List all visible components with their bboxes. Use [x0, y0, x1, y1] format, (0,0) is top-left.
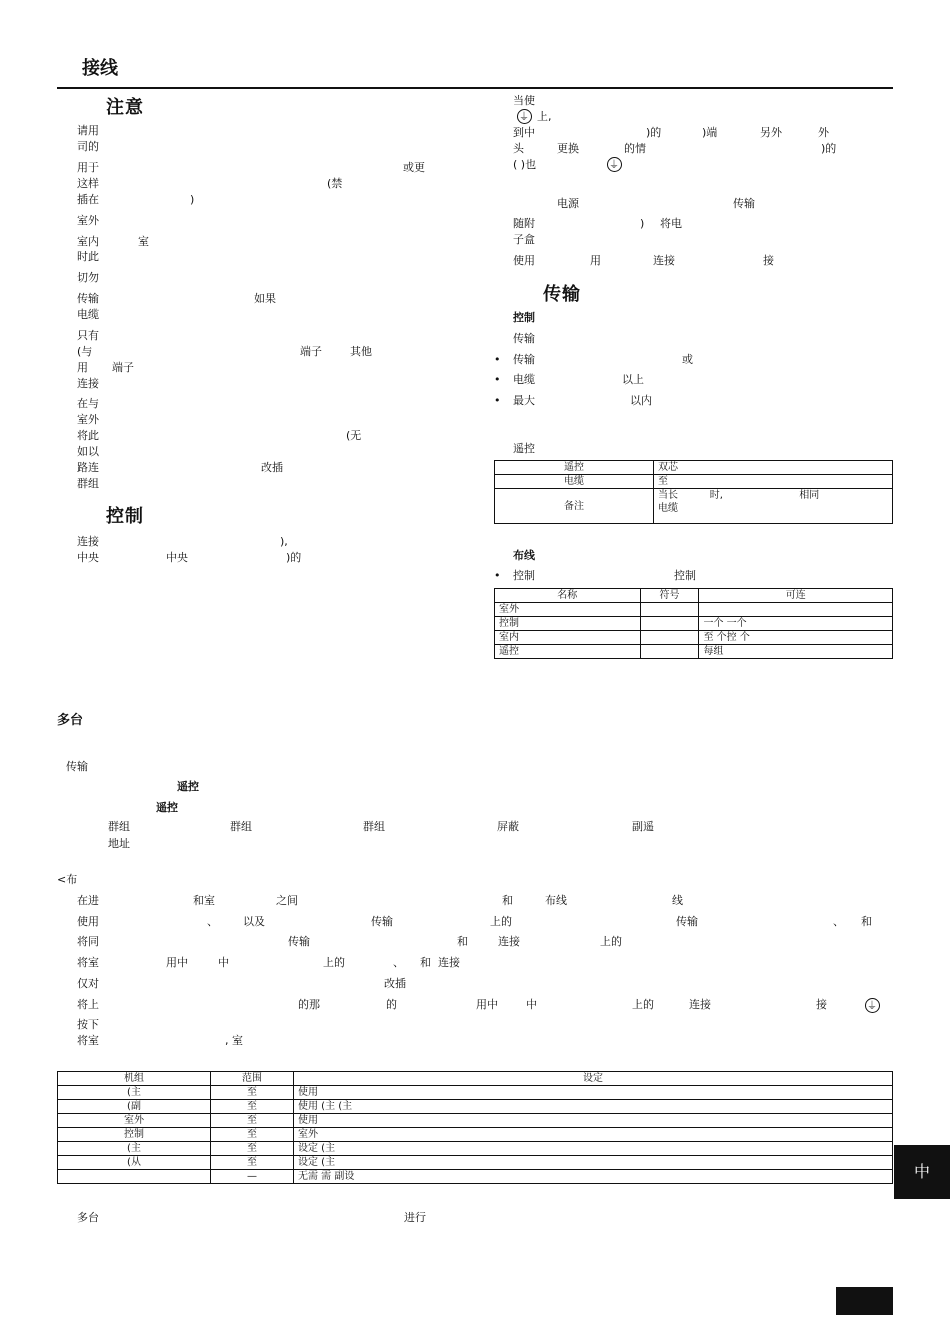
control-text: ),: [280, 535, 288, 548]
notice-heading: 注意: [106, 97, 144, 118]
table-cell: 室内: [495, 631, 641, 645]
table-header-row: [58, 1072, 893, 1086]
multi-text: 中: [526, 998, 537, 1011]
notice-text: 其他: [350, 345, 372, 358]
multi-text: 和: [861, 915, 872, 928]
control-text: 中央: [166, 551, 188, 564]
table-cell: 至: [654, 475, 893, 489]
table-row: [495, 645, 893, 659]
wiring-text: 控制: [674, 569, 696, 582]
table-cell: 无需 需 副设: [294, 1170, 893, 1184]
notice-text: 时此: [77, 250, 99, 263]
multi-text: 连接: [689, 998, 711, 1011]
notice-text: 室内: [77, 235, 99, 248]
wiring-table: [494, 588, 893, 659]
right-text: 的情: [624, 142, 646, 155]
right-text: 头: [513, 142, 524, 155]
multi-text: 的那: [298, 998, 320, 1011]
multi-text: 和: [502, 894, 513, 907]
multi-text: 用中: [166, 956, 188, 969]
table-cell: 至: [211, 1114, 294, 1128]
right-text: 更换: [557, 142, 579, 155]
multi-text: 以及: [243, 915, 265, 928]
multi-text: 布线: [545, 894, 567, 907]
multi-text: 遥控: [156, 801, 178, 814]
table-cell: 控制: [58, 1128, 211, 1142]
table-row: [495, 603, 893, 617]
table-cell: 至: [211, 1142, 294, 1156]
notice-text: ): [190, 193, 195, 206]
wiring-label: 布线: [513, 549, 535, 562]
table-cell: [699, 603, 893, 617]
table-cell: 使用: [294, 1114, 893, 1128]
address-table: [57, 1071, 893, 1184]
notice-text: 如以: [77, 445, 99, 458]
notice-text: 插在: [77, 193, 99, 206]
notice-text: 路连: [77, 461, 99, 474]
table-row: [58, 1170, 893, 1184]
table-cell: 至 个控 个: [699, 631, 893, 645]
right-text: 将电: [660, 217, 682, 230]
right-text: 电源: [557, 197, 579, 210]
multi-text: 连接: [438, 956, 460, 969]
table-cell: (主: [58, 1142, 211, 1156]
multi-text: 连接: [498, 935, 520, 948]
ground-symbol-icon: [517, 109, 532, 124]
multi-text: 改插: [384, 977, 406, 990]
table-cell: —: [211, 1170, 294, 1184]
multi-text: 上的: [632, 998, 654, 1011]
notice-text: (与: [77, 345, 93, 358]
right-text: 子盒: [513, 233, 535, 246]
transmission-text: 控制: [513, 311, 535, 324]
multi-text: 仅对: [77, 977, 99, 990]
title-rule: [57, 87, 893, 89]
multi-text: 副遥: [632, 820, 654, 833]
table-cell: 室外: [294, 1128, 893, 1142]
table-cell: 控制: [495, 617, 641, 631]
control-text: 连接: [77, 535, 99, 548]
language-tab: 中: [894, 1145, 950, 1199]
transmission-text: 以上: [622, 373, 644, 386]
multi-text: 之间: [276, 894, 298, 907]
ground-symbol-icon: [865, 998, 880, 1013]
multi-text: 传输: [288, 935, 310, 948]
table-cell: 一个 一个: [699, 617, 893, 631]
table-cell: 至: [211, 1086, 294, 1100]
transmission-text: 遥控: [513, 442, 535, 455]
multi-text: 在进: [77, 894, 99, 907]
table-cell: [640, 617, 699, 631]
notice-text: 用于: [77, 161, 99, 174]
multi-text: 中: [218, 956, 229, 969]
transmission-text: 或: [682, 353, 693, 366]
multi-text: 线: [672, 894, 683, 907]
table-cell: 设定: [294, 1072, 893, 1086]
table-cell: 遥控: [495, 461, 654, 475]
table-cell: 至: [211, 1128, 294, 1142]
table-cell: [58, 1170, 211, 1184]
page-title: 接线: [82, 58, 118, 79]
table-row: [495, 631, 893, 645]
multi-text: <布: [57, 873, 78, 886]
table-row: [495, 475, 893, 489]
notice-text: 改插: [261, 461, 283, 474]
table-cell: 使用: [294, 1086, 893, 1100]
right-text: 传输: [733, 197, 755, 210]
multi-text: 传输: [66, 760, 88, 773]
right-text: 上,: [537, 110, 552, 123]
table-cell: 遥控: [495, 645, 641, 659]
multi-text: 、: [207, 915, 218, 928]
table-cell: [640, 645, 699, 659]
multi-text: 上的: [490, 915, 512, 928]
right-text: 随附: [513, 217, 535, 230]
bullet-icon: •: [494, 569, 501, 582]
multi-text: 和: [457, 935, 468, 948]
bullet-icon: •: [494, 353, 501, 366]
multi-text: 将室: [77, 956, 99, 969]
table-row: [495, 461, 893, 475]
transmission-text: 电缆: [513, 373, 535, 386]
transmission-heading: 传输: [543, 284, 581, 305]
multi-text: 群组: [363, 820, 385, 833]
table-cell: 至: [211, 1156, 294, 1170]
page-number-box: [836, 1287, 893, 1315]
table-cell: 电缆: [495, 475, 654, 489]
notice-text: 端子: [112, 361, 134, 374]
multi-text: 的: [386, 998, 397, 1011]
footer-text: 进行: [404, 1211, 426, 1224]
right-text: 外: [818, 126, 829, 139]
bullet-icon: •: [494, 394, 501, 407]
right-text: )的: [821, 142, 837, 155]
right-text: )端: [702, 126, 718, 139]
multi-text: 、: [833, 915, 844, 928]
right-text: 接: [763, 254, 774, 267]
notice-text: 这样: [77, 177, 99, 190]
notice-text: 室: [138, 235, 149, 248]
multi-heading: 多台: [57, 713, 84, 728]
multi-text: 遥控: [177, 780, 199, 793]
notice-text: 如果: [254, 292, 276, 305]
right-text: 连接: [653, 254, 675, 267]
table-row: [58, 1142, 893, 1156]
table-cell: [640, 603, 699, 617]
table-cell: 至: [211, 1100, 294, 1114]
notice-text: 或更: [403, 161, 425, 174]
transmission-text: 以内: [630, 394, 652, 407]
multi-text: 将室: [77, 1034, 99, 1047]
multi-text: 屏蔽: [497, 820, 519, 833]
table-row: [495, 489, 893, 524]
table-cell: (从: [58, 1156, 211, 1170]
multi-text: 和室: [193, 894, 215, 907]
notice-text: (禁: [327, 177, 343, 190]
multi-text: 接: [816, 998, 827, 1011]
multi-text: 将上: [77, 998, 99, 1011]
notice-text: (无: [346, 429, 362, 442]
right-text: 另外: [760, 126, 782, 139]
wiring-text: 控制: [513, 569, 535, 582]
multi-text: , 室: [225, 1034, 243, 1047]
right-text: 到中: [513, 126, 535, 139]
table-row: [58, 1156, 893, 1170]
multi-text: 上的: [600, 935, 622, 948]
control-text: 中央: [77, 551, 99, 564]
table-cell: 双芯: [654, 461, 893, 475]
table-cell: 备注: [495, 489, 654, 524]
table-cell: 可连: [699, 589, 893, 603]
table-header-row: [495, 589, 893, 603]
notice-text: 电缆: [77, 308, 99, 321]
transmission-text: 最大: [513, 394, 535, 407]
right-text: ( )也: [513, 158, 537, 171]
table-cell: 机组: [58, 1072, 211, 1086]
notice-text: 只有: [77, 329, 99, 342]
right-text: 用: [590, 254, 601, 267]
multi-text: 上的: [323, 956, 345, 969]
footer-text: 多台: [77, 1211, 99, 1224]
control-heading: 控制: [106, 506, 144, 527]
table-cell: 设定 (主: [294, 1142, 893, 1156]
multi-text: 传输: [676, 915, 698, 928]
right-text: 使用: [513, 254, 535, 267]
notice-text: 室外: [77, 214, 99, 227]
table-cell: 使用 (主 (主: [294, 1100, 893, 1114]
remote-cable-table: [494, 460, 893, 524]
table-cell: 室外: [495, 603, 641, 617]
multi-text: 地址: [108, 837, 130, 850]
notice-text: 切勿: [77, 271, 99, 284]
transmission-text: 传输: [513, 332, 535, 345]
table-cell: 当长 时, 相同 电缆: [654, 489, 893, 524]
multi-text: 群组: [230, 820, 252, 833]
bullet-icon: •: [494, 373, 501, 386]
table-cell: 每组: [699, 645, 893, 659]
control-text: )的: [286, 551, 302, 564]
notice-text: 群组: [77, 477, 99, 490]
multi-text: 群组: [108, 820, 130, 833]
notice-text: 用: [77, 361, 88, 374]
notice-text: 在与: [77, 397, 99, 410]
table-cell: 名称: [495, 589, 641, 603]
notice-text: 端子: [300, 345, 322, 358]
transmission-text: 传输: [513, 353, 535, 366]
table-cell: 符号: [640, 589, 699, 603]
table-row: [495, 617, 893, 631]
multi-text: 用中: [476, 998, 498, 1011]
table-row: [58, 1114, 893, 1128]
multi-text: 、: [393, 956, 404, 969]
notice-text: 连接: [77, 377, 99, 390]
notice-text: 将此: [77, 429, 99, 442]
multi-text: 按下: [77, 1018, 99, 1031]
multi-text: 和: [420, 956, 431, 969]
table-cell: 室外: [58, 1114, 211, 1128]
table-row: [58, 1086, 893, 1100]
multi-text: 传输: [371, 915, 393, 928]
table-cell: 设定 (主: [294, 1156, 893, 1170]
table-cell: [640, 631, 699, 645]
table-row: [58, 1100, 893, 1114]
multi-text: 将同: [77, 935, 99, 948]
table-cell: (副: [58, 1100, 211, 1114]
notice-text: 请用: [77, 124, 99, 137]
multi-text: 使用: [77, 915, 99, 928]
notice-text: 室外: [77, 413, 99, 426]
table-cell: 范围: [211, 1072, 294, 1086]
table-cell: (主: [58, 1086, 211, 1100]
right-text: )的: [646, 126, 662, 139]
notice-text: 传输: [77, 292, 99, 305]
right-text: ): [640, 217, 645, 230]
right-text: 当使: [513, 94, 535, 107]
table-row: [58, 1128, 893, 1142]
ground-symbol-icon: [607, 157, 622, 172]
notice-text: 司的: [77, 140, 99, 153]
